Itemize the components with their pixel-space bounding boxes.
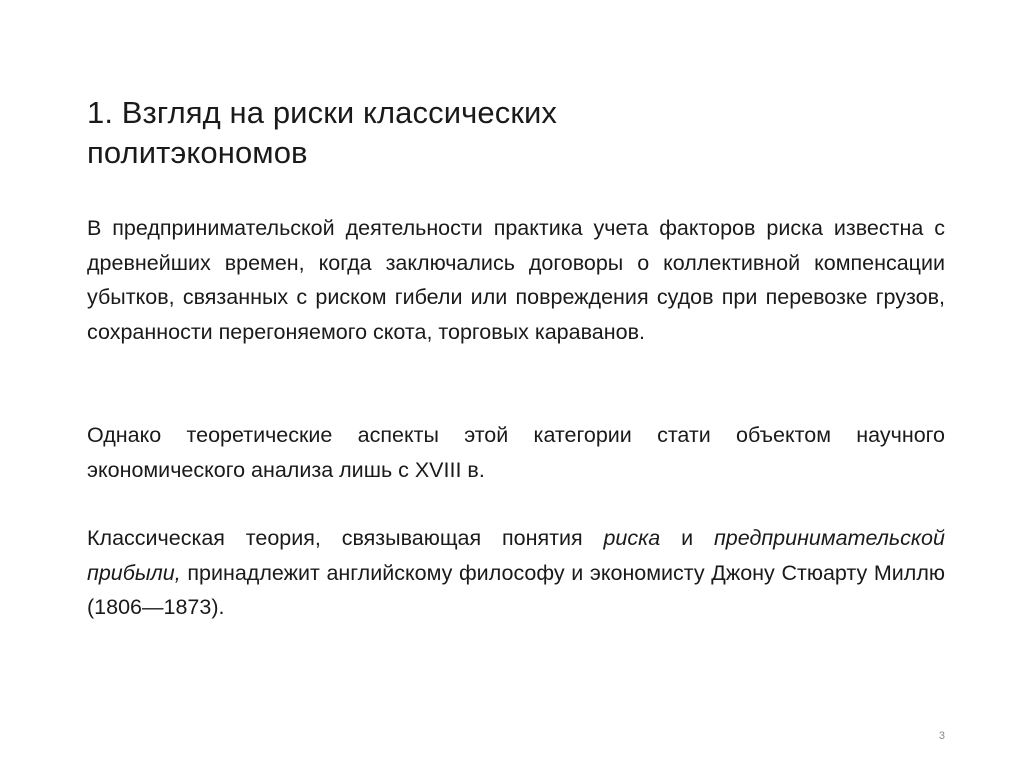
paragraph-theory: Однако теоретические аспекты этой категории стати объектом научного экономического анализа лишь с XVIII в. xyxy=(87,423,945,482)
paragraph-mill xyxy=(87,521,945,625)
paragraph-history: В предпринимательской деятельности практика учета факторов риска известна с древнейших времен, когда заключались договоры о коллективной компенсации убытков, связанных с риском гибели или повреждения судов при перевозке грузов, сохранности перегоняемого скота, торговых караванов. xyxy=(87,216,945,344)
paragraph-mill-text-1: Классическая теория, связывающая понятия xyxy=(87,526,604,550)
term-entrepreneurial-profit: предпринимательской прибыли, xyxy=(87,526,945,585)
page-number: 3 xyxy=(938,730,945,742)
slide-title: 1. Взгляд на риски классических политэкономов xyxy=(87,95,558,170)
paragraph-mill-text-3: принадлежит английскому философу и экономисту Джону Стюарту Миллю (1806—1873). xyxy=(87,560,945,619)
term-risk: риска xyxy=(603,526,661,550)
paragraph-mill-text-2: и xyxy=(660,526,714,550)
